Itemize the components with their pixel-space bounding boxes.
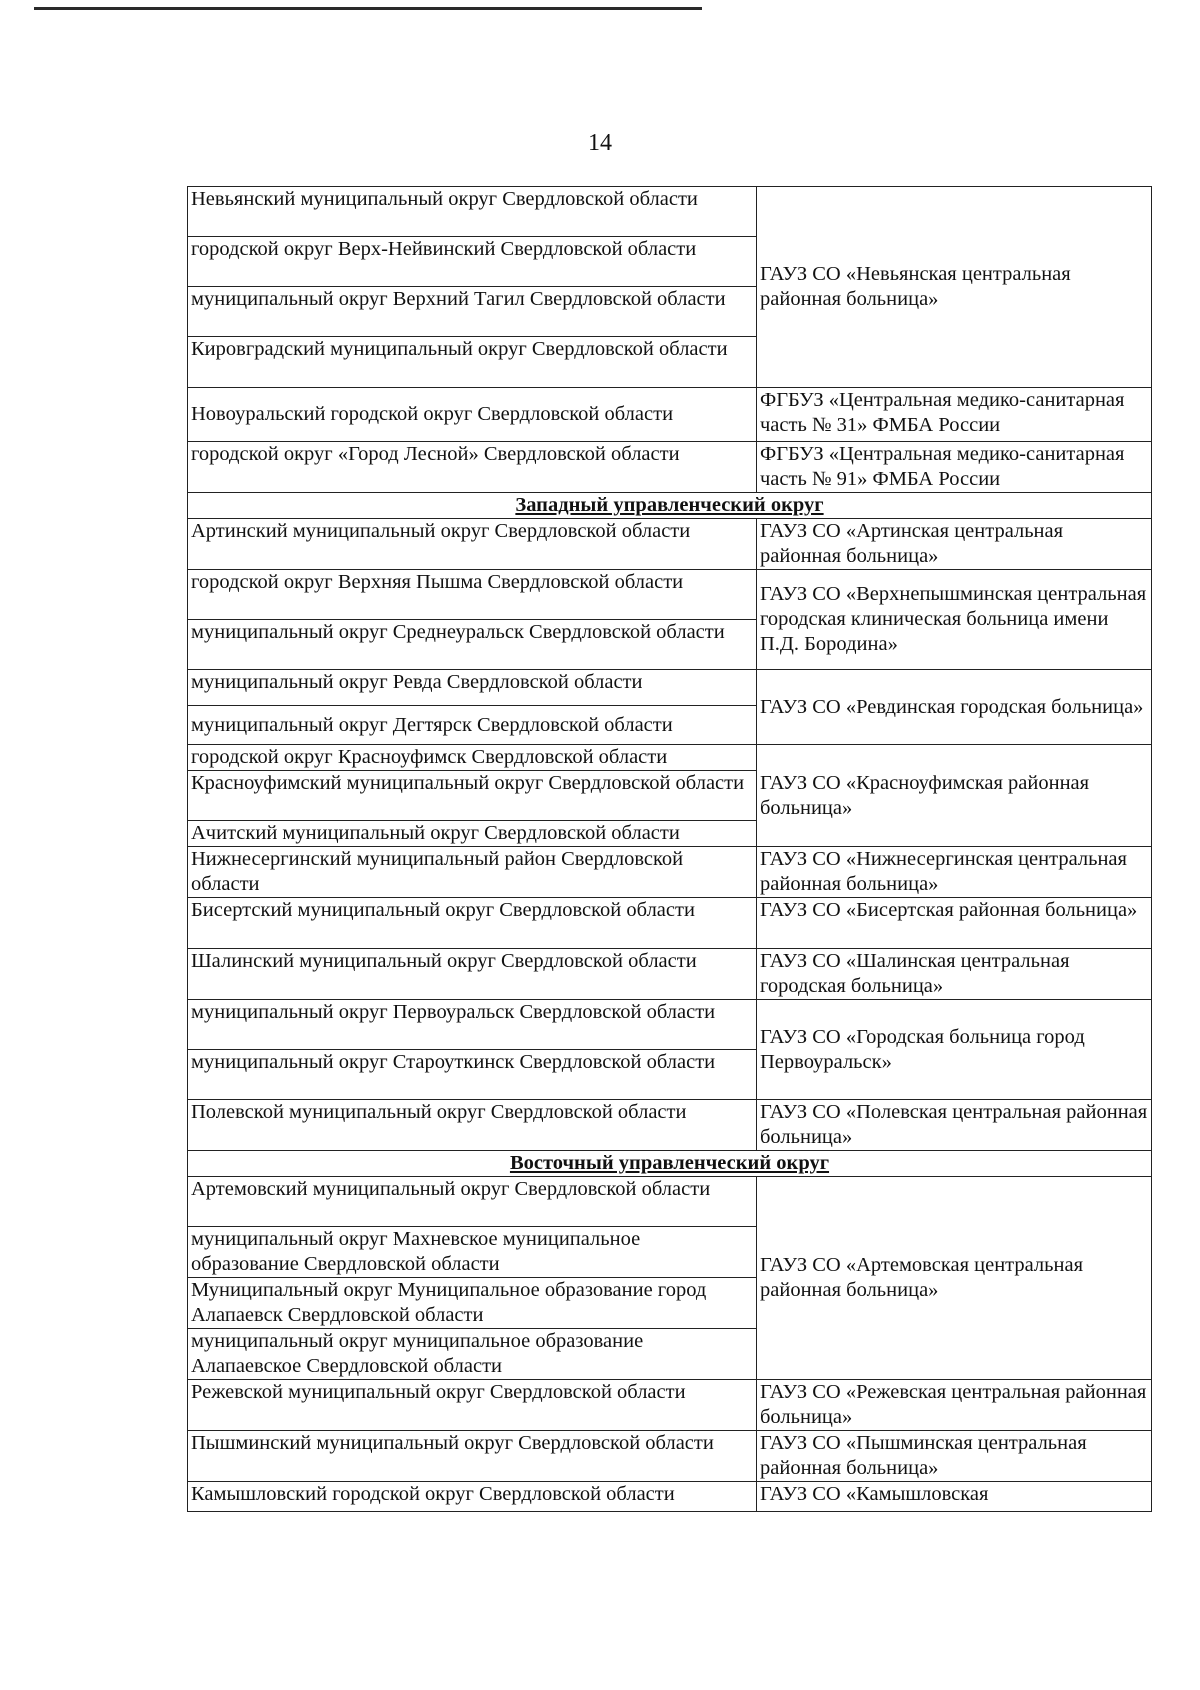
municipality-cell: Кировградский муниципальный округ Свердловской области xyxy=(188,337,757,388)
municipality-cell: муниципальный округ Староуткинск Свердловской области xyxy=(188,1050,757,1100)
municipality-cell: муниципальный округ Дегтярск Свердловской области xyxy=(188,706,757,745)
hospital-cell: ГАУЗ СО «Шалинская центральная городская больница» xyxy=(757,949,1152,1000)
municipality-cell: муниципальный округ Махневское муниципальное образование Свердловской области xyxy=(188,1227,757,1278)
hospital-cell: ГАУЗ СО «Ревдинская городская больница» xyxy=(757,670,1152,745)
municipality-cell: Артемовский муниципальный округ Свердловской области xyxy=(188,1177,757,1227)
hospital-cell: ГАУЗ СО «Нижнесергинская центральная районная больница» xyxy=(757,847,1152,898)
table-row xyxy=(188,847,1152,898)
hospital-cell: ФГБУЗ «Центральная медико-санитарная часть № 31» ФМБА России xyxy=(757,388,1152,442)
hospital-cell: ГАУЗ СО «Верхнепышминская центральная городская клиническая больница имени П.Д. Бородина» xyxy=(757,570,1152,670)
municipality-cell: городской округ «Город Лесной» Свердловской области xyxy=(188,442,757,493)
section-heading: Западный управленческий округ xyxy=(188,493,1152,519)
municipality-cell: муниципальный округ Верхний Тагил Свердловской области xyxy=(188,287,757,337)
table-row xyxy=(188,570,1152,620)
section-heading: Восточный управленческий округ xyxy=(188,1151,1152,1177)
municipality-cell: городской округ Красноуфимск Свердловской области xyxy=(188,745,757,771)
municipality-cell: Невьянский муниципальный округ Свердловской области xyxy=(188,187,757,237)
table-row xyxy=(188,519,1152,570)
hospital-cell: ГАУЗ СО «Пышминская центральная районная больница» xyxy=(757,1431,1152,1482)
hospital-cell: ГАУЗ СО «Артинская центральная районная больница» xyxy=(757,519,1152,570)
hospital-cell: ГАУЗ СО «Бисертская районная больница» xyxy=(757,898,1152,949)
top-rule xyxy=(34,7,702,10)
municipality-cell: муниципальный округ муниципальное образование Алапаевское Свердловской области xyxy=(188,1329,757,1380)
hospital-cell: ГАУЗ СО «Красноуфимская районная больница» xyxy=(757,745,1152,847)
municipality-cell: Нижнесергинский муниципальный район Свердловской области xyxy=(188,847,757,898)
table-row xyxy=(188,1177,1152,1227)
municipality-cell: муниципальный округ Среднеуральск Свердловской области xyxy=(188,620,757,670)
municipality-cell: Камышловский городской округ Свердловской области xyxy=(188,1482,757,1512)
section-row xyxy=(188,1151,1152,1177)
municipality-cell: Новоуральский городской округ Свердловской области xyxy=(188,388,757,442)
hospital-cell: ФГБУЗ «Центральная медико-санитарная часть № 91» ФМБА России xyxy=(757,442,1152,493)
municipality-cell: муниципальный округ Ревда Свердловской области xyxy=(188,670,757,706)
municipality-cell: Пышминский муниципальный округ Свердловской области xyxy=(188,1431,757,1482)
table-row xyxy=(188,1100,1152,1151)
page-number: 14 xyxy=(588,130,612,156)
table-row xyxy=(188,898,1152,949)
hospital-cell: ГАУЗ СО «Невьянская центральная районная больница» xyxy=(757,187,1152,388)
municipality-cell: Режевской муниципальный округ Свердловской области xyxy=(188,1380,757,1431)
municipality-cell: Ачитский муниципальный округ Свердловской области xyxy=(188,821,757,847)
table-row xyxy=(188,670,1152,706)
hospital-cell: ГАУЗ СО «Городская больница город Первоуральск» xyxy=(757,1000,1152,1100)
municipality-cell: городской округ Верхняя Пышма Свердловской области xyxy=(188,570,757,620)
table-row xyxy=(188,1431,1152,1482)
table-row xyxy=(188,442,1152,493)
section-row xyxy=(188,493,1152,519)
hospital-cell: ГАУЗ СО «Режевская центральная районная больница» xyxy=(757,1380,1152,1431)
hospital-cell: ГАУЗ СО «Камышловская xyxy=(757,1482,1152,1512)
table-row xyxy=(188,949,1152,1000)
table-row xyxy=(188,388,1152,442)
hospital-cell: ГАУЗ СО «Артемовская центральная районная больница» xyxy=(757,1177,1152,1380)
municipality-cell: Красноуфимский муниципальный округ Свердловской области xyxy=(188,771,757,821)
municipality-cell: Артинский муниципальный округ Свердловской области xyxy=(188,519,757,570)
hospital-cell: ГАУЗ СО «Полевская центральная районная больница» xyxy=(757,1100,1152,1151)
table-row xyxy=(188,745,1152,771)
municipality-cell: городской округ Верх-Нейвинский Свердловской области xyxy=(188,237,757,287)
table-row xyxy=(188,1482,1152,1512)
table-row xyxy=(188,1380,1152,1431)
municipality-cell: Бисертский муниципальный округ Свердловской области xyxy=(188,898,757,949)
table-row xyxy=(188,187,1152,237)
hospital-assignment-table xyxy=(187,186,1152,1512)
municipality-cell: муниципальный округ Первоуральск Свердловской области xyxy=(188,1000,757,1050)
table-row xyxy=(188,1000,1152,1050)
municipality-cell: Шалинский муниципальный округ Свердловской области xyxy=(188,949,757,1000)
municipality-cell: Полевской муниципальный округ Свердловской области xyxy=(188,1100,757,1151)
municipality-cell: Муниципальный округ Муниципальное образование город Алапаевск Свердловской области xyxy=(188,1278,757,1329)
